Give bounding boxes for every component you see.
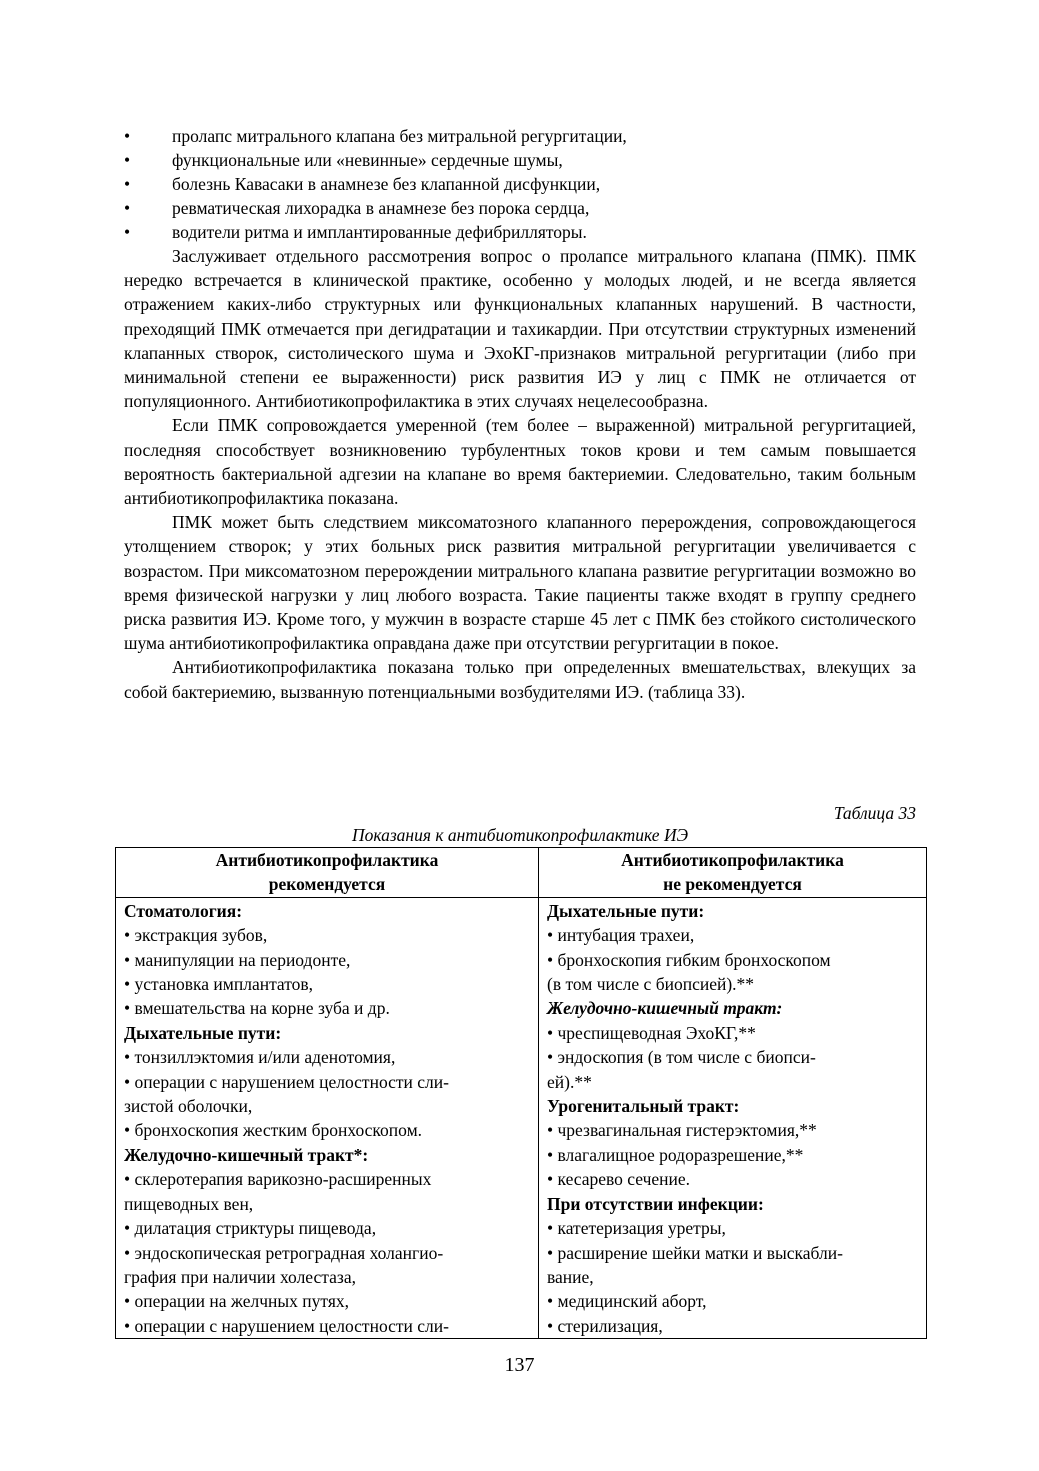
section-heading: Дыхательные пути: — [124, 1022, 282, 1043]
section-heading: Урогенитальный тракт: — [547, 1096, 740, 1117]
list-item: • манипуляции на периодонте, — [124, 949, 351, 970]
table-header-row — [116, 848, 927, 898]
list-item: • экстракция зубов, — [124, 925, 268, 946]
list-item: • бронхоскопия жестким бронхоскопом. — [124, 1120, 423, 1141]
list-item: • тонзиллэктомия и/или аденотомия, — [124, 1047, 396, 1068]
paragraph-pmk-intro: Заслуживает отдельного рассмотрения вопрос о пролапсе митрального клапана (ПМК). ПМК нередко встречается в клинической практике, особенно у молодых людей, и не всегда является отражением каких-либо структурных или функциональных клапанных нарушений. В частности, преходящий ПМК отмечается при дегидратации и тахикардии. При отсутствии структурных изменений клапанных створок, систолического шума и ЭхоКГ-признаков митральной регургитации (либо при минимальной степени ее выраженности) риск развития ИЭ у лиц с ПМК не отличается от популяционного. Антибиотикопрофилактика в этих случаях нецелесообразна. — [124, 246, 916, 412]
list-item: • эндоскопическая ретроградная холангио- — [124, 1242, 444, 1263]
list-item: • медицинский аборт, — [547, 1291, 707, 1312]
table-title: Показания к антибиотикопрофилактике ИЭ — [351, 825, 689, 845]
page-number: 137 — [504, 1354, 535, 1376]
list-item: графия при наличии холестаза, — [124, 1266, 356, 1287]
recommended-cell — [116, 897, 539, 1338]
bullet-icon: • — [124, 174, 131, 194]
list-item: • влагалищное родоразрешение,** — [547, 1144, 804, 1165]
list-item: (в том числе с биопсией).** — [547, 974, 755, 995]
bullet-icon: • — [124, 126, 131, 146]
list-item: • катетеризация уретры, — [547, 1218, 726, 1239]
page-body — [124, 124, 916, 1336]
list-item: ей).** — [547, 1071, 592, 1092]
paragraph-pmk-regurgitation: Если ПМК сопровождается умеренной (тем более – выраженной) митральной регургитацией, последняя способствует возникновению турбулентных токов крови и тем самым повышается вероятность бактериальной адгезии на клапане во время бактериемии. Следовательно, таким больным антибиотикопрофилактика показана. — [124, 415, 916, 509]
list-item: • операции с нарушением целостности сли- — [124, 1071, 449, 1092]
list-item: • чреспищеводная ЭхоКГ,** — [547, 1022, 756, 1043]
bullet-icon: • — [124, 150, 131, 170]
list-item: • болезнь Кавасаки в анамнезе без клапанной дисфункции, — [124, 174, 601, 194]
section-heading: Желудочно-кишечный тракт*: — [124, 1144, 369, 1165]
indications-table — [115, 847, 927, 1339]
list-item: • вмешательства на корне зуба и др. — [124, 998, 390, 1019]
list-item: • кесарево сечение. — [547, 1169, 691, 1190]
table-row — [116, 897, 927, 1338]
bullet-list — [124, 124, 916, 244]
section-heading: Стоматология: — [124, 900, 243, 921]
section-heading: Желудочно-кишечный тракт: — [547, 998, 783, 1019]
list-item: • стерилизация, — [547, 1315, 663, 1336]
header-recommended: Антибиотикопрофилактика рекомендуется — [116, 848, 539, 898]
list-item: • интубация трахеи, — [547, 925, 695, 946]
not-recommended-cell — [539, 897, 927, 1338]
list-item: • эндоскопия (в том числе с биопси- — [547, 1047, 816, 1068]
list-item: • расширение шейки матки и выскабли- — [547, 1242, 843, 1263]
list-item: зистой оболочки, — [124, 1096, 253, 1117]
table-number: Таблица 33 — [833, 803, 916, 823]
paragraph-prophylaxis: Антибиотикопрофилактика показана только при определенных вмешательствах, влекущих за собой бактериемию, вызванную потенциальными возбудителями ИЭ. (таблица 33). — [124, 657, 916, 702]
list-item: • водители ритма и имплантированные дефибрилляторы. — [124, 222, 587, 242]
list-item: • установка имплантатов, — [124, 974, 314, 995]
section-heading: При отсутствии инфекции: — [547, 1193, 764, 1214]
list-item: • функциональные или «невинные» сердечные шумы, — [124, 150, 563, 170]
paragraph-pmk-myxomatous: ПМК может быть следствием миксоматозного клапанного перерождения, сопровождающегося утолщением створок; у этих больных риск развития митральной регургитации увеличивается с возрастом. При миксоматозном перерождении митрального клапана развитие регургитации возможно во время физической нагрузки у лиц любого возраста. Такие пациенты также входят в группу среднего риска развития ИЭ. Кроме того, у мужчин в возрасте старше 45 лет с ПМК без стойкого систолического шума антибиотикопрофилактика оправдана даже при отсутствии регургитации в покое. — [124, 512, 916, 654]
list-item: • чрезвагинальная гистерэктомия,** — [547, 1120, 817, 1141]
bullet-icon: • — [124, 222, 131, 242]
list-item: вание, — [547, 1266, 594, 1287]
list-item: • склеротерапия варикозно-расширенных — [124, 1169, 432, 1190]
list-item: • пролапс митрального клапана без митральной регургитации, — [124, 126, 627, 146]
header-not-recommended: Антибиотикопрофилактика не рекомендуется — [539, 848, 927, 898]
bullet-icon: • — [124, 198, 131, 218]
list-item: • дилатация стриктуры пищевода, — [124, 1218, 377, 1239]
section-heading: Дыхательные пути: — [547, 900, 705, 921]
list-item: • бронхоскопия гибким бронхоскопом — [547, 949, 831, 970]
list-item: • операции на желчных путях, — [124, 1291, 349, 1312]
list-item: пищеводных вен, — [124, 1193, 254, 1214]
list-item: • ревматическая лихорадка в анамнезе без порока сердца, — [124, 198, 590, 218]
list-item: • операции с нарушением целостности сли- — [124, 1315, 449, 1336]
